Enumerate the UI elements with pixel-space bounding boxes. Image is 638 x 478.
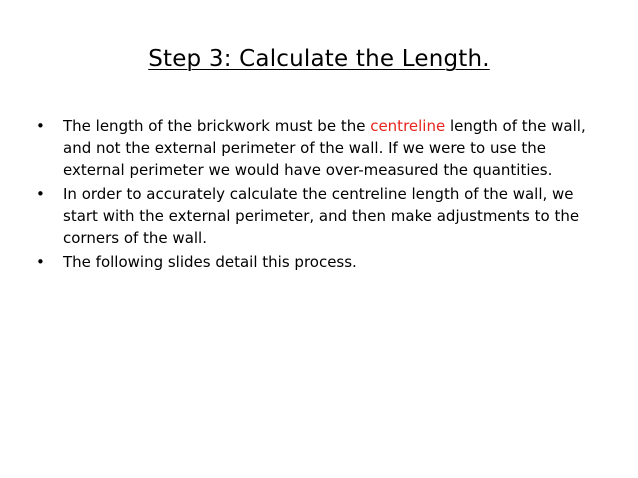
bullet-item-1: [36, 115, 606, 181]
bullet-text-after: length of the wall, and not the external perimeter of the wall. If we were to use the external perimeter we would have over-measured the quantities.: [63, 117, 586, 179]
highlighted-term: centreline: [370, 117, 446, 135]
slide-title: Step 3: Calculate the Length.: [148, 46, 490, 72]
bullet-marker: •: [36, 117, 45, 135]
bullet-item-2: [36, 183, 606, 249]
bullet-marker: •: [36, 185, 45, 203]
bullet-text-before: The length of the brickwork must be the: [63, 117, 371, 135]
bullet-list: [36, 115, 606, 275]
bullet-text: In order to accurately calculate the centreline length of the wall, we start with the external perimeter, and then make adjustments to the corners of the wall.: [63, 185, 580, 247]
bullet-marker: •: [36, 253, 45, 271]
bullet-item-3: [36, 251, 606, 273]
bullet-text: The following slides detail this process.: [63, 253, 357, 271]
